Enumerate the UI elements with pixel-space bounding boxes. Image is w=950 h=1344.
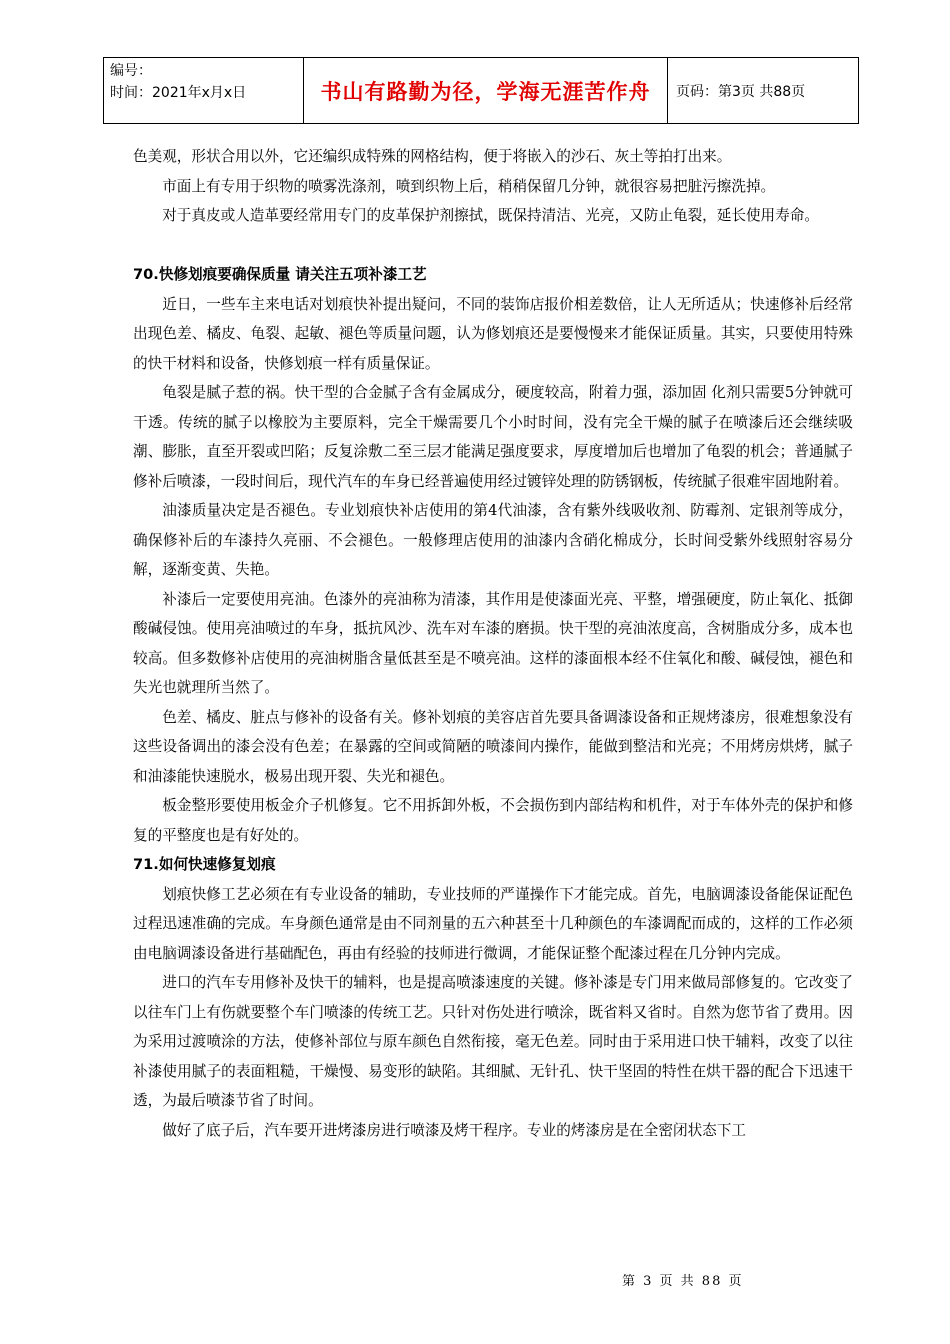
document-body xyxy=(133,142,853,1145)
header-motto: 书山有路勤为径，学海无涯苦作舟 xyxy=(304,57,668,124)
paragraph: 板金整形要使用板金介子机修复。它不用拆卸外板，不会损伤到内部结构和机件，对于车体外壳的保护和修复的平整度也是有好处的。 xyxy=(133,797,853,844)
paragraph: 龟裂是腻子惹的祸。快干型的合金腻子含有金属成分，硬度较高，附着力强，添加固 化剂只需要5分钟就可干透。传统的腻子以橡胶为主要原料，完全干燥需要几个小时时间，没有完全干燥的腻子在喷漆后还会继续吸潮、膨胀，直至开裂或凹陷；反复涂敷二至三层才能满足强度要求，厚度增加后也增加了龟裂的机会；普通腻子修补后喷漆，一段时间后，现代汽车的车身已经普遍使用经过镀锌处理的防锈钢板，传统腻子很难牢固地附着。 xyxy=(133,384,853,490)
page-footer: 第 3 页 共 88 页 xyxy=(622,1274,744,1289)
paragraph: 油漆质量决定是否褪色。专业划痕快补店使用的第4代油漆，含有紫外线吸收剂、防霉剂、定银剂等成分，确保修补后的车漆持久亮丽、不会褪色。一般修理店使用的油漆内含硝化棉成分，长时间受紫外线照射容易分解，逐渐变黄、失艳。 xyxy=(133,502,853,578)
paragraph: 做好了底子后，汽车要开进烤漆房进行喷漆及烤干程序。专业的烤漆房是在全密闭状态下工 xyxy=(162,1121,746,1139)
paragraph: 色美观，形状合用以外，它还编织成特殊的网格结构，便于将嵌入的沙石、灰土等拍打出来。 xyxy=(133,148,732,165)
paragraph: 色差、橘皮、脏点与修补的设备有关。修补划痕的美容店首先要具备调漆设备和正规烤漆房，很难想象没有这些设备调出的漆会没有色差；在暴露的空间或简陋的喷漆间内操作，能做到整洁和光亮；不用烤房烘烤，腻子和油漆能快速脱水，极易出现开裂、失光和褪色。 xyxy=(133,708,853,785)
header-meta-cell xyxy=(103,57,304,124)
paragraph: 市面上有专用于织物的喷雾洗涤剂，喷到织物上后，稍稍保留几分钟，就很容易把脏污擦洗掉。 xyxy=(162,177,776,195)
paragraph: 补漆后一定要使用亮油。色漆外的亮油称为清漆，其作用是使漆面光亮、平整，增强硬度，防止氧化、抵御酸碱侵蚀。使用亮油喷过的车身，抵抗风沙、洗车对车漆的磨损。快干型的亮油浓度高，含树脂成分多，成本也较高。但多数修补店使用的亮油树脂含量低甚至是不喷亮油。这样的漆面根本经不住氧化和酸、碱侵蚀，褪色和失光也就理所当然了。 xyxy=(133,590,853,696)
page-header xyxy=(103,57,859,124)
document-number-label: 编号： xyxy=(110,63,152,79)
section-71-title: 71.如何快速修复划痕 xyxy=(133,856,276,873)
section-70-title: 70.快修划痕要确保质量 请关注五项补漆工艺 xyxy=(133,266,427,283)
document-time-label: 时间：2021年x月x日 xyxy=(110,85,247,101)
paragraph: 对于真皮或人造革要经常用专门的皮革保护剂擦拭，既保持清洁、光亮，又防止龟裂，延长使用寿命。 xyxy=(162,207,819,224)
paragraph: 进口的汽车专用修补及快干的辅料，也是提高喷漆速度的关键。修补漆是专门用来做局部修复的。它改变了以往车门上有伤就要整个车门喷漆的传统工艺。只针对伤处进行喷涂，既省料又省时。自然为您节省了费用。因为采用过渡喷涂的方法，使修补部位与原车颜色自然衔接，毫无色差。同时由于采用进口快干辅料，改变了以往补漆使用腻子的表面粗糙，干燥慢、易变形的缺陷。其细腻、无针孔、快干坚固的特性在烘干器的配合下迅速干透，为最后喷漆节省了时间。 xyxy=(133,974,853,1109)
header-page-info: 页码：第3页 共88页 xyxy=(668,57,859,124)
paragraph: 划痕快修工艺必须在有专业设备的辅助，专业技师的严谨操作下才能完成。首先，电脑调漆设备能保证配色过程迅速准确的完成。车身颜色通常是由不同剂量的五六种甚至十几种颜色的车漆调配而成的，这样的工作必须由电脑调漆设备进行基础配色，再由有经验的技师进行微调，才能保证整个配漆过程在几分钟内完成。 xyxy=(133,885,853,962)
paragraph: 近日，一些车主来电话对划痕快补提出疑问，不同的装饰店报价相差数倍，让人无所适从；快速修补后经常出现色差、橘皮、龟裂、起敏、褪色等质量问题，认为修划痕还是要慢慢来才能保证质量。其实，只要使用特殊的快干材料和设备，快修划痕一样有质量保证。 xyxy=(133,295,853,372)
